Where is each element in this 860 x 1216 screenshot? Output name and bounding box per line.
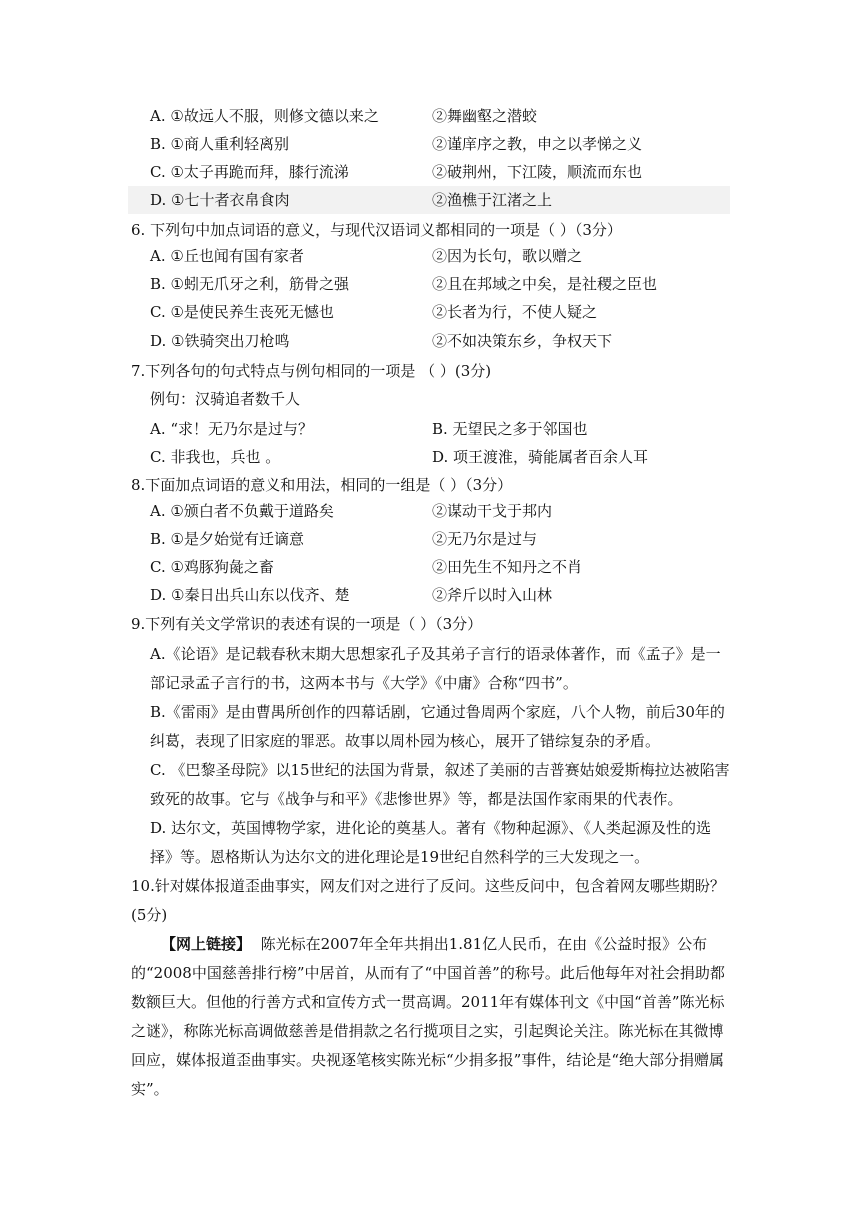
q6-option-c-left: C. ①是使民养生丧死无憾也 — [150, 303, 334, 321]
q8-option-c-left: C. ①鸡豚狗彘之畜 — [150, 558, 274, 576]
q9-option-d: D. 达尔文，英国博物学家，进化论的奠基人。著有《物种起源》、《人类起源及性的选择》等。恩格斯认为达尔文的进化理论是19世纪自然科学的三大发现之一。 — [150, 819, 712, 866]
q9-option-b: B.《雷雨》是由曹禺所创作的四幕话剧，它通过鲁周两个家庭，八个人物，前后30年的纠葛，表现了旧家庭的罪恶。故事以周朴园为核心，展开了错综复杂的矛盾。 — [150, 703, 725, 750]
q10-link-label: 【网上链接】 — [161, 935, 252, 953]
q6-option-a-left: A. ①丘也闻有国有家者 — [150, 247, 304, 265]
q5-option-a-left: A. ①故远人不服，则修文德以来之 — [150, 107, 379, 125]
q7-option-d: D. 项王渡淮，骑能属者百余人耳 — [432, 448, 649, 466]
q9-option-c: C. 《巴黎圣母院》以15世纪的法国为背景，叙述了美丽的吉普赛姑娘爱斯梅拉达被陷害致死的故事。它与《战争与和平》《悲惨世界》等，都是法国作家雨果的代表作。 — [150, 761, 730, 808]
q9-option-a: A.《论语》是记载春秋末期大思想家孔子及其弟子言行的语录体著作，而《孟子》是一部记录孟子言行的书，这两本书与《大学》《中庸》合称“四书”。 — [150, 645, 721, 692]
q8-option-b-left: B. ①是夕始觉有迁谪意 — [150, 530, 305, 548]
q5-option-d-left: D. ①七十者衣帛食肉 — [150, 191, 290, 209]
q7-option-c: C. 非我也，兵也 。 — [150, 448, 281, 466]
q6-stem: 6. 下列句中加点词语的意义，与现代汉语词义都相同的一项是（ ）（3分） — [131, 221, 622, 239]
q8-option-d-right: ②斧斤以时入山林 — [432, 586, 553, 604]
q7-option-b: B. 无望民之多于邻国也 — [432, 420, 588, 438]
q8-option-c-right: ②田先生不知丹之不肖 — [432, 558, 583, 576]
q10-link-text: 陈光标在2007年全年共捐出1.81亿人民币，在由《公益时报》公布的“2008中国慈善排行榜”中居首，从而有了“中国首善”的称号。此后他每年对社会捐助都数额巨大。但他的行善方式和宣传方式一贯高调。2011年有媒体刊文《中国“首善”陈光标之谜》，称陈光标高调做慈善是借捐款之名行揽项目之实，引起舆论关注。陈光标在其微博回应，媒体报道歪曲事实。央视逐笔核实陈光标“少捐多报”事件，结论是“绝大部分捐赠属实”。 — [131, 935, 725, 1098]
q5-option-a-right: ②舞幽壑之潜蛟 — [432, 107, 538, 125]
q5-option-d-right: ②渔樵于江渚之上 — [432, 191, 553, 209]
q6-option-d-right: ②不如决策东乡，争权天下 — [432, 332, 613, 350]
q6-option-d-left: D. ①铁骑突出刀枪鸣 — [150, 332, 290, 350]
q6-option-a-right: ②因为长句，歌以赠之 — [432, 247, 583, 265]
q5-option-b-left: B. ①商人重利轻离别 — [150, 135, 290, 153]
q5-option-c-left: C. ①太子再跪而拜，膝行流涕 — [150, 163, 349, 181]
q8-option-d-left: D. ①秦日出兵山东以伐齐、楚 — [150, 586, 350, 604]
q6-option-b-right: ②且在邦域之中矣，是社稷之臣也 — [432, 275, 658, 293]
q10-link-paragraph — [131, 930, 731, 1104]
q5-option-b-right: ②谨庠序之教，申之以孝悌之义 — [432, 135, 643, 153]
q10-stem: 10.针对媒体报道歪曲事实，网友们对之进行了反问。这些反问中，包含着网友哪些期盼？(5分) — [131, 877, 725, 924]
q8-option-b-right: ②无乃尔是过与 — [432, 530, 538, 548]
q5-option-c-right: ②破荆州，下江陵，顺流而东也 — [432, 163, 643, 181]
q8-option-a-left: A. ①颁白者不负戴于道路矣 — [150, 502, 334, 520]
q6-option-c-right: ②长者为行，不使人疑之 — [432, 303, 598, 321]
q6-option-b-left: B. ①蚓无爪牙之利，筋骨之强 — [150, 275, 350, 293]
q9-stem: 9.下列有关文学常识的表述有误的一项是（ ）（3分） — [131, 615, 483, 633]
q8-option-a-right: ②谋动干戈于邦内 — [432, 502, 553, 520]
q7-example: 例句：汉骑追者数千人 — [150, 390, 301, 408]
q8-stem: 8.下面加点词语的意义和用法，相同的一组是（ ）（3分） — [131, 476, 513, 494]
q7-option-a: A. “求！无乃尔是过与？ — [150, 420, 314, 438]
q7-stem: 7.下列各句的句式特点与例句相同的一项是 （ ）(3分) — [131, 362, 492, 380]
